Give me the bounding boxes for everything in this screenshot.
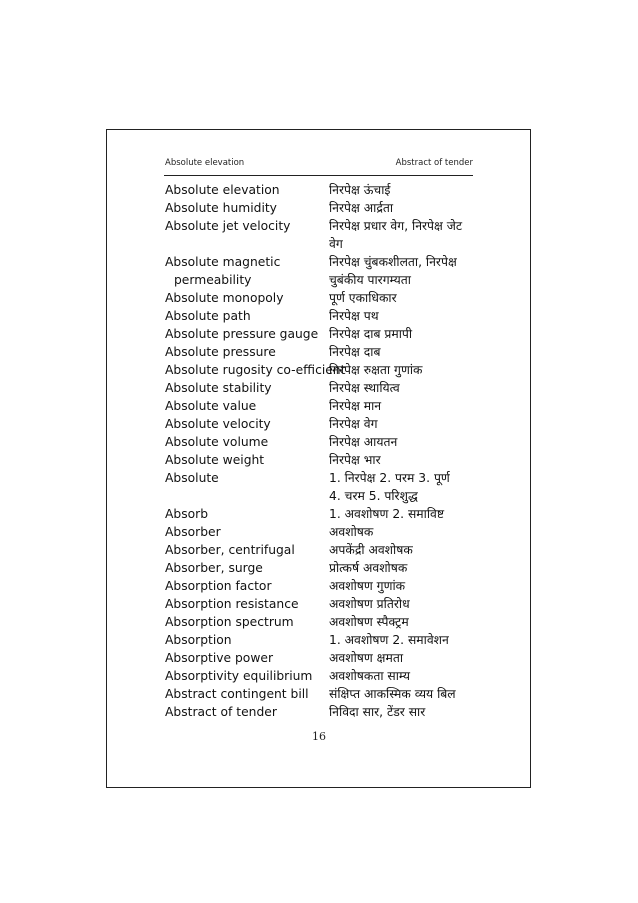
glossary-entry [165,703,485,721]
entry-hindi-gloss: निरपेक्ष स्थायित्व [329,381,400,395]
glossary-entry [165,685,485,703]
glossary-entry [165,577,485,595]
glossary-entry [165,631,485,649]
entry-hindi-gloss: पूर्ण एकाधिकार [329,291,397,305]
entry-hindi-gloss: अवशोषक [329,525,374,539]
glossary-list [165,181,485,721]
entry-hindi-gloss: संक्षिप्त आकस्मिक व्यय बिल [329,687,456,701]
glossary-entry [165,469,485,487]
entry-term: Absorption spectrum [165,615,294,629]
entry-hindi-gloss: निविदा सार, टेंडर सार [329,705,426,719]
entry-term: Absolute magnetic [165,255,281,269]
running-head [164,158,473,172]
entry-hindi-gloss: अवशोषण गुणांक [329,579,406,593]
entry-term: Absolute jet velocity [165,219,291,233]
glossary-entry [165,379,485,397]
entry-term: Absolute elevation [165,183,280,197]
entry-term: Absorption [165,633,232,647]
entry-hindi-gloss: वेग [329,237,343,251]
header-rule [164,175,473,176]
glossary-entry [165,433,485,451]
entry-term: Absolute path [165,309,251,323]
entry-hindi-gloss: निरपेक्ष वेग [329,417,378,431]
entry-term: Absolute humidity [165,201,277,215]
entry-term: Absorber [165,525,221,539]
entry-hindi-gloss: अवशोषकता साम्य [329,669,411,683]
glossary-entry [165,181,485,199]
glossary-entry [165,415,485,433]
entry-hindi-gloss: निरपेक्ष ऊंचाई [329,183,391,197]
glossary-entry [165,235,485,253]
running-head-right: Abstract of tender [395,158,473,168]
entry-hindi-gloss: प्रोत्कर्ष अवशोषक [329,561,408,575]
entry-term: Absolute velocity [165,417,271,431]
entry-hindi-gloss: 1. निरपेक्ष 2. परम 3. पूर्ण [329,471,450,485]
entry-hindi-gloss: चुबंकीय पारगम्यता [329,273,411,287]
glossary-entry [165,253,485,271]
glossary-entry [165,199,485,217]
entry-term: permeability [174,273,252,287]
glossary-entry [165,289,485,307]
entry-term: Absolute volume [165,435,269,449]
entry-hindi-gloss: निरपेक्ष रुक्षता गुणांक [329,363,423,377]
glossary-entry [165,343,485,361]
entry-hindi-gloss: निरपेक्ष दाब प्रमापी [329,327,413,341]
entry-term: Absolute stability [165,381,272,395]
glossary-entry [165,613,485,631]
glossary-entry [165,487,485,505]
glossary-entry [165,595,485,613]
glossary-entry [165,361,485,379]
glossary-entry [165,649,485,667]
glossary-entry [165,271,485,289]
entry-term: Absolute pressure gauge [165,327,319,341]
glossary-entry [165,559,485,577]
entry-term: Absolute weight [165,453,265,467]
entry-hindi-gloss: अवशोषण प्रतिरोध [329,597,410,611]
entry-term: Absorptivity equilibrium [165,669,313,683]
entry-term: Absorber, centrifugal [165,543,295,557]
glossary-entry [165,217,485,235]
entry-hindi-gloss: निरपेक्ष चुंबकशीलता, निरपेक्ष [329,255,457,269]
entry-hindi-gloss: 1. अवशोषण 2. समाविष्ट [329,507,445,521]
entry-term: Absolute rugosity co-efficient [165,363,346,377]
entry-term: Absolute monopoly [165,291,284,305]
page-number: 16 [312,730,326,743]
entry-hindi-gloss: निरपेक्ष प्रधार वेग, निरपेक्ष जेट [329,219,463,233]
entry-hindi-gloss: अवशोषण स्पैक्ट्रम [329,615,409,629]
glossary-entry [165,523,485,541]
entry-term: Abstract of tender [165,705,277,719]
running-head-left: Absolute elevation [165,158,245,168]
entry-hindi-gloss: निरपेक्ष आयतन [329,435,398,449]
glossary-entry [165,307,485,325]
entry-hindi-gloss: निरपेक्ष आर्द्रता [329,201,394,215]
glossary-entry [165,505,485,523]
entry-term: Absolute pressure [165,345,276,359]
glossary-entry [165,397,485,415]
glossary-entry [165,667,485,685]
entry-hindi-gloss: 4. चरम 5. परिशुद्ध [329,489,418,503]
entry-term: Absolute [165,471,219,485]
glossary-entry [165,451,485,469]
entry-hindi-gloss: निरपेक्ष दाब [329,345,381,359]
entry-hindi-gloss: निरपेक्ष पथ [329,309,379,323]
entry-hindi-gloss: निरपेक्ष मान [329,399,382,413]
entry-term: Abstract contingent bill [165,687,309,701]
entry-hindi-gloss: अपकेंद्री अवशोषक [329,543,413,557]
entry-hindi-gloss: 1. अवशोषण 2. समावेशन [329,633,449,647]
entry-term: Absorb [165,507,209,521]
entry-hindi-gloss: निरपेक्ष भार [329,453,381,467]
entry-term: Absolute value [165,399,257,413]
entry-hindi-gloss: अवशोषण क्षमता [329,651,404,665]
glossary-entry [165,325,485,343]
entry-term: Absorption resistance [165,597,299,611]
glossary-entry [165,541,485,559]
entry-term: Absorber, surge [165,561,263,575]
entry-term: Absorption factor [165,579,272,593]
entry-term: Absorptive power [165,651,274,665]
